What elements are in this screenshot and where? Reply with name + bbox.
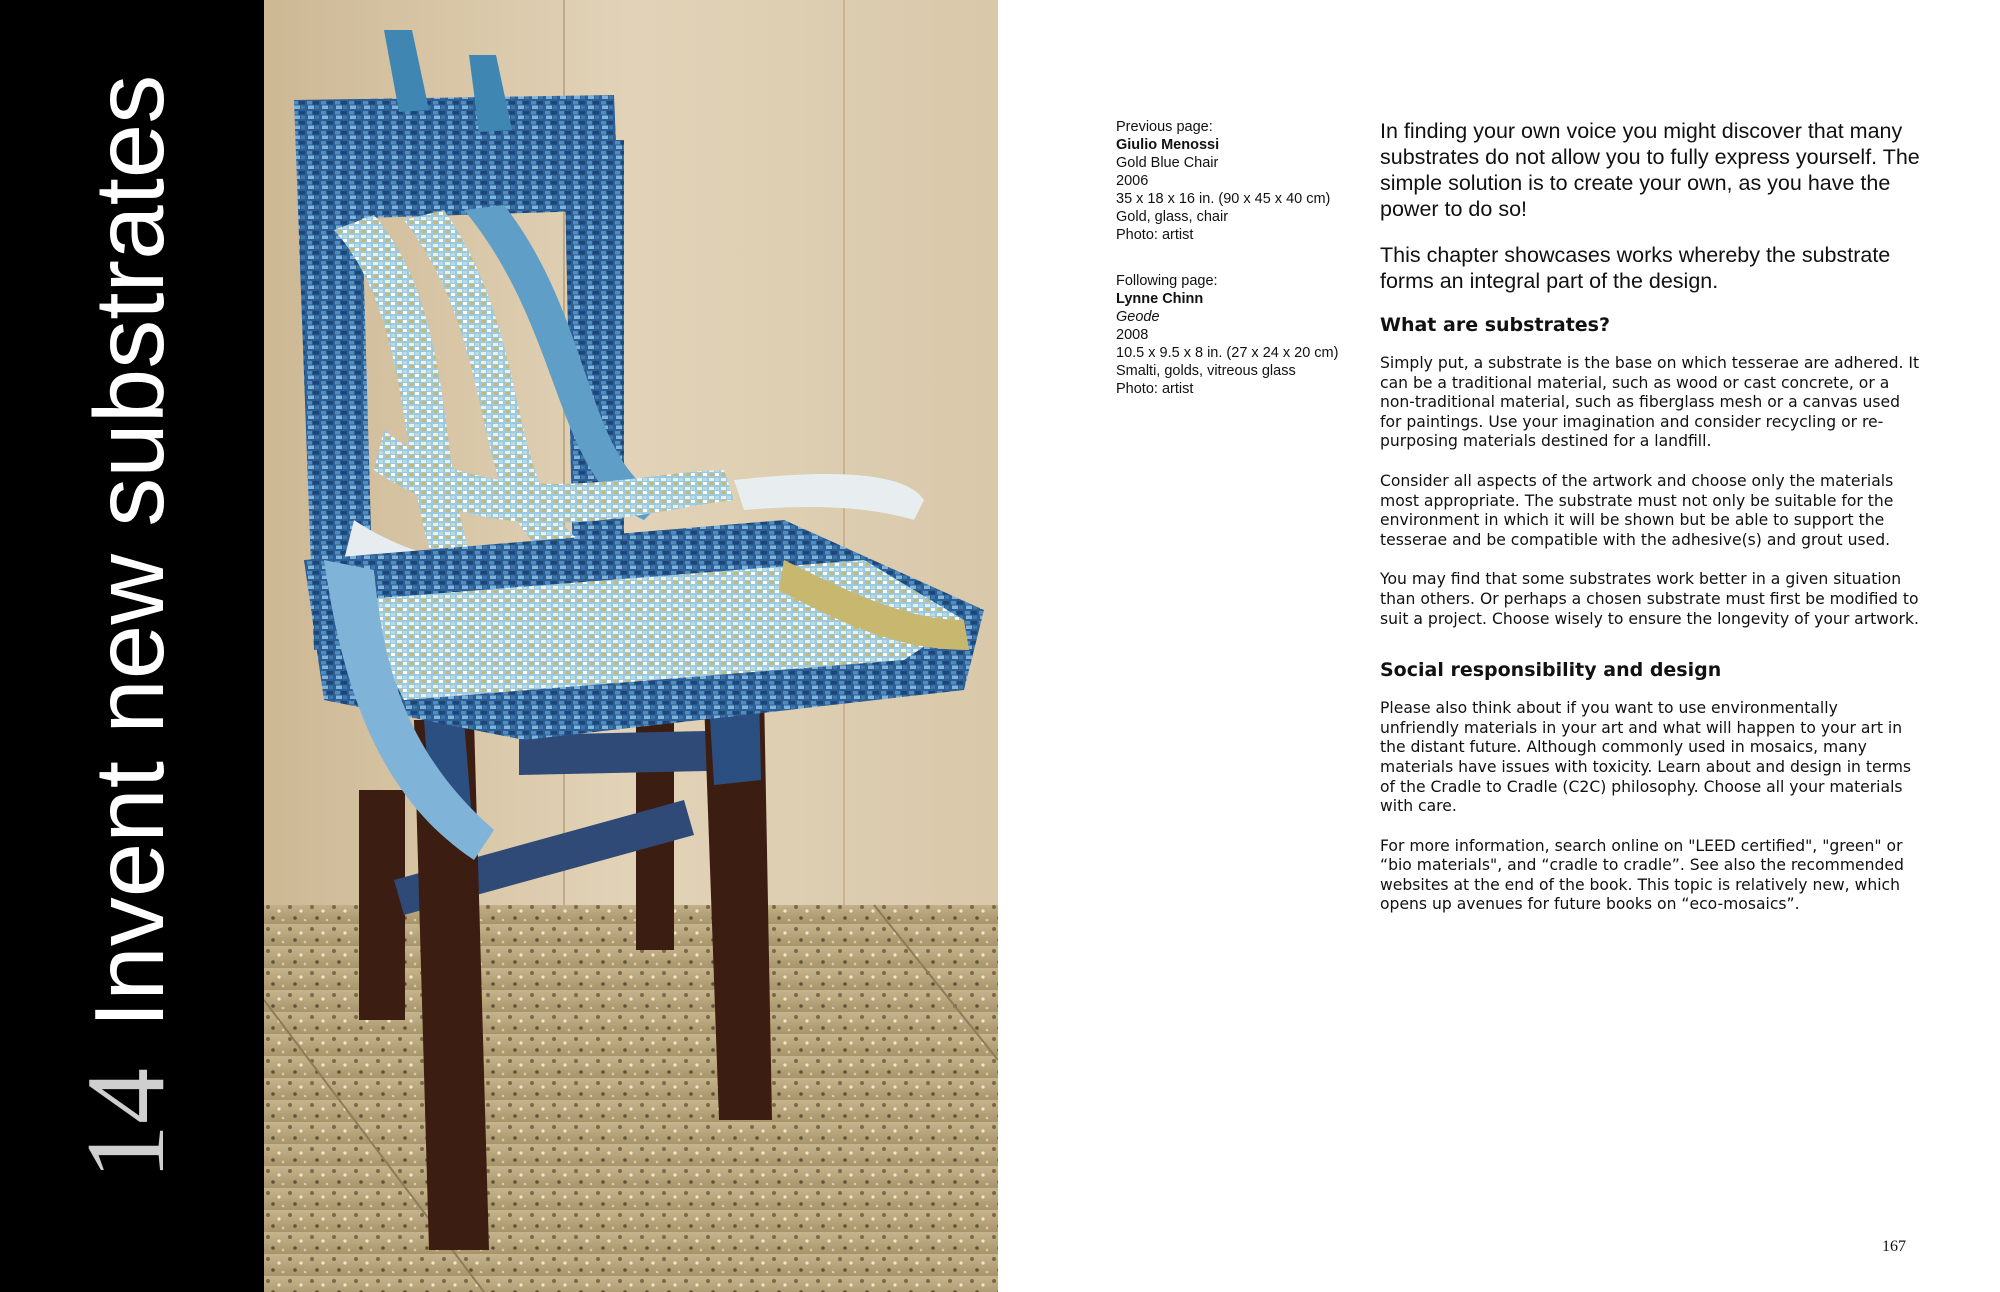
caption-artwork-title: Gold Blue Chair	[1116, 155, 1219, 171]
section-heading: What are substrates?	[1380, 314, 1611, 336]
chapter-title: Invent new substrates	[74, 74, 184, 1028]
body-paragraph: Please also think about if you want to use environmentally unfriendly materials in your art and what will happen to your art in the distant future. Although commonly used in mosaics, many materials have issues with toxicity. Learn about and design in terms of the Cradle to Cradle (C2C) philosophy. Choose all your materials with care.	[1380, 699, 1912, 816]
artwork-photo	[264, 0, 998, 1292]
caption-artwork-title: Geode	[1116, 309, 1160, 325]
body-paragraph: Consider all aspects of the artwork and choose only the materials most appropriate. The substrate must not only be suitable for the environment in which it will be shown but be able to support the tesserae and be compatible with the adhesive(s) and grout used.	[1380, 471, 1894, 549]
chapter-heading	[64, 74, 188, 1180]
caption-photo-credit: Photo: artist	[1116, 227, 1194, 243]
caption-artist: Giulio Menossi	[1116, 137, 1220, 153]
intro-paragraph: In finding your own voice you might discover that many substrates do not allow you to fully express yourself. The simple solution is to create your own, as you have the power to do so!	[1380, 119, 1920, 221]
section-heading: Social responsibility and design	[1380, 659, 1722, 682]
caption-label: Following page:	[1116, 273, 1218, 289]
caption-photo-credit: Photo: artist	[1116, 381, 1194, 397]
caption-artist: Lynne Chinn	[1116, 291, 1204, 307]
caption-column	[1116, 118, 1356, 426]
caption-materials: Smalti, golds, vitreous glass	[1116, 363, 1296, 379]
caption-materials: Gold, glass, chair	[1116, 209, 1229, 225]
intro-paragraph: This chapter showcases works whereby the substrate forms an integral part of the design.	[1380, 243, 1891, 293]
caption-year: 2008	[1116, 327, 1149, 343]
page-number: 167	[1882, 1238, 1906, 1255]
caption-dimensions: 10.5 x 9.5 x 8 in. (27 x 24 x 20 cm)	[1116, 345, 1339, 361]
caption-previous-page	[1116, 118, 1356, 244]
caption-dimensions: 35 x 18 x 16 in. (90 x 45 x 40 cm)	[1116, 191, 1331, 207]
main-text-column	[1380, 118, 1920, 935]
caption-following-page	[1116, 272, 1356, 398]
body-paragraph: You may find that some substrates work better in a given situation than others. Or perhaps a chosen substrate must first be modified to suit a project. Choose wisely to ensure the longevity of your artwork.	[1380, 570, 1919, 628]
caption-year: 2006	[1116, 173, 1149, 189]
chapter-spine	[0, 0, 264, 1292]
caption-label: Previous page:	[1116, 119, 1213, 135]
chapter-number: 14	[64, 1068, 188, 1180]
body-paragraph: For more information, search online on "LEED certified", "green" or “bio materials", and “cradle to cradle”. See also the recommended websites at the end of the book. This topic is relatively new, which opens up avenues for future books on “eco-mosaics”.	[1380, 836, 1904, 914]
body-paragraph: Simply put, a substrate is the base on which tesserae are adhered. It can be a traditional material, such as wood or cast concrete, or a non-traditional material, such as fiberglass mesh or a canvas used for paintings. Use your imagination and consider recycling or re-purposing materials destined for a landfill.	[1380, 354, 1920, 451]
